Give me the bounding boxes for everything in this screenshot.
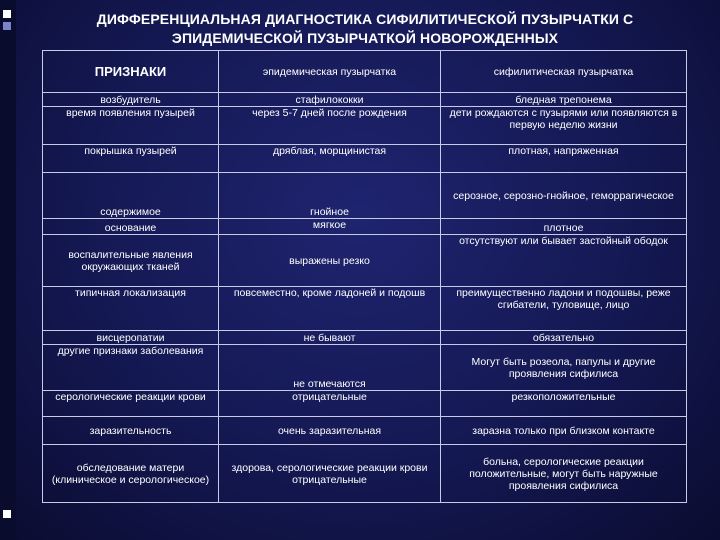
table-row [43,331,687,345]
row-epidemic: не бывают [219,331,441,345]
header-epidemic: эпидемическая пузырчатка [219,51,441,93]
row-epidemic: здорова, серологические реакции крови отрицательные [219,445,441,503]
row-sign: покрышка пузырей [43,145,219,173]
row-syphilitic: резкоположительные [441,391,687,417]
row-epidemic: не отмечаются [219,345,441,391]
row-epidemic: стафилококки [219,93,441,107]
table-row [43,145,687,173]
row-sign: возбудитель [43,93,219,107]
table-row [43,391,687,417]
table-row [43,287,687,331]
row-epidemic: мягкое [219,219,441,235]
row-syphilitic: Могут быть розеола, папулы и другие проявления сифилиса [441,345,687,391]
row-sign: время появления пузырей [43,107,219,145]
slide-title [20,10,710,48]
decor-square [3,22,11,30]
row-syphilitic: больна, серологические реакции положительные, могут быть наружные проявления сифилиса [441,445,687,503]
table-row [43,173,687,219]
row-sign: типичная локализация [43,287,219,331]
row-epidemic: дряблая, морщинистая [219,145,441,173]
header-syphilitic: сифилитическая пузырчатка [441,51,687,93]
row-sign: содержимое [43,173,219,219]
row-sign: обследование матери (клиническое и серологическое) [43,445,219,503]
row-epidemic: через 5-7 дней после рождения [219,107,441,145]
row-sign: основание [43,219,219,235]
row-syphilitic: заразна только при близком контакте [441,417,687,445]
row-epidemic: повсеместно, кроме ладоней и подошв [219,287,441,331]
table-row [43,445,687,503]
decor-square [3,10,11,18]
row-syphilitic: бледная трепонема [441,93,687,107]
row-epidemic: отрицательные [219,391,441,417]
table-row [43,345,687,391]
row-syphilitic: дети рождаются с пузырями или появляются в первую неделю жизни [441,107,687,145]
row-sign: заразительность [43,417,219,445]
table-row [43,219,687,235]
row-syphilitic: отсутствуют или бывает застойный ободок [441,235,687,287]
row-epidemic: гнойное [219,173,441,219]
row-syphilitic: обязательно [441,331,687,345]
row-sign: другие признаки заболевания [43,345,219,391]
row-syphilitic: преимущественно ладони и подошвы, реже сгибатели, туловище, лицо [441,287,687,331]
row-sign: серологические реакции крови [43,391,219,417]
table-row [43,107,687,145]
comparison-table [42,50,687,503]
row-syphilitic: плотное [441,219,687,235]
row-sign: висцеропатии [43,331,219,345]
table-row [43,417,687,445]
title-line-1: ДИФФЕРЕНЦИАЛЬНАЯ ДИАГНОСТИКА СИФИЛИТИЧЕСКОЙ ПУЗЫРЧАТКИ С [96,11,634,27]
header-signs: ПРИЗНАКИ [43,51,219,93]
decor-square [3,510,11,518]
row-sign: воспалительные явления окружающих тканей [43,235,219,287]
left-decor-bar [0,0,16,540]
row-epidemic: выражены резко [219,235,441,287]
row-epidemic: очень заразительная [219,417,441,445]
table-header-row [43,51,687,93]
title-line-2: ЭПИДЕМИЧЕСКОЙ ПУЗЫРЧАТКОЙ НОВОРОЖДЕННЫХ [171,30,559,46]
table-row [43,235,687,287]
row-syphilitic: плотная, напряженная [441,145,687,173]
table-row [43,93,687,107]
row-syphilitic: серозное, серозно-гнойное, геморрагическое [441,173,687,219]
